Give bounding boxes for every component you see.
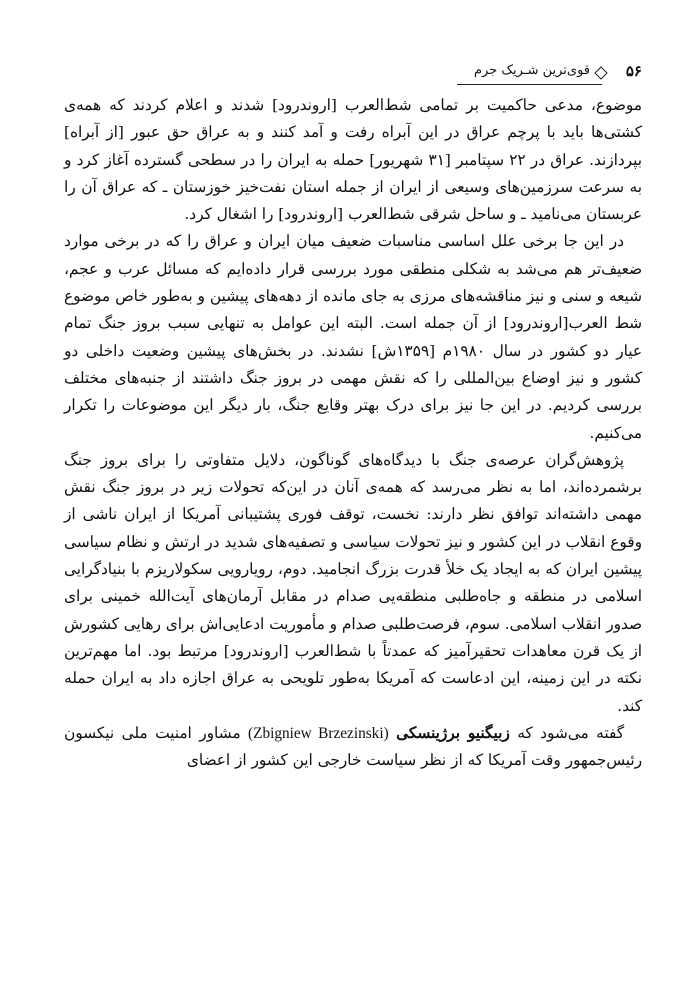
paragraph: در این جا برخی علل اساسی مناسبات ضعیف میان ایران و عراق را که در برخی موارد ضعیف‌تر هم می‌شد به شکلی منطقی مورد بررسی قرار داده‌ایم که مسائل عرب و عجم، شیعه و سنی و نیز مناقشه‌های مرزی به جای مانده از دهه‌های پیشین و به‌طور خاص موضوع شط العرب[اروندرود] از آن جمله است. البته این عوامل به تنهایی سبب بروز جنگ تمام عیار دو کشور در سال ۱۹۸۰م [۱۳۵۹ش] نشدند. در بخش‌های پیشین وضعیت داخلی دو کشور و نیز اوضاع بین‌المللی را که نقش مهمی در بروز جنگ داشتند از جنبه‌های مختلف بررسی کردیم. در این جا نیز برای درک بهتر وقایع جنگ، بار دیگر این موضوعات را تکرار می‌کنیم. xyxy=(64,232,642,442)
bold-person-name: زبیگنیو برژینسکی xyxy=(396,723,510,742)
paragraph: پژوهش‌گران عرصه‌ی جنگ با دیدگاه‌های گوناگون، دلایل متفاوتی را برای بروز جنگ برشمرده‌اند، اما به نظر می‌رسد که همه‌ی آنان در این‌که تحولات زیر در بروز جنگ نقش مهمی داشته‌اند توافق نظر دارند: نخست، توقف فوری پشتیبانی آمریکا از ایران ناشی از وقوع انقلاب در این کشور و نیز تحولات سیاسی و تصفیه‌های شدید در ارتش و نظام سیاسی پیشین ایران که به ایجاد یک خلأ قدرت بزرگ انجامید. دوم، رویارویی سکولاریزم با بنیادگرایی اسلامی در منطقه و جاه‌طلبی منطقه‌یی صدام در مقابل آرمان‌های آیت‌الله خمینی برای صدور انقلاب اسلامی. سوم، فرصت‌طلبی صدام و مأموریت ادعایی‌اش برای رهایی کشورش از یک قرن معاهدات تحقیرآمیز که عمدتاً با شط‌العرب [اروندرود] مرتبط بود. اما مهم‌ترین نکته در این زمینه، این ادعاست که آمریکا به‌طور تلویحی به عراق اجازه داد به ایران حمله کند. xyxy=(63,450,642,715)
page-number: ۵۶ xyxy=(625,62,642,80)
latin-person-name: (Zbigniew Brzezinski) xyxy=(248,724,389,742)
paragraph-lead-text: گفته می‌شود که xyxy=(509,723,624,742)
header-rule xyxy=(457,84,602,85)
diamond-icon xyxy=(594,66,608,80)
body-text xyxy=(64,92,642,774)
paragraph-tail-text: مشاور امنیت ملی نیکسون رئیس‌جمهور وقت آمریکا که از نظر سیاست خارجی این کشور از اعضای xyxy=(64,723,642,770)
paragraph xyxy=(64,720,642,775)
paragraph-continued: موضوع، مدعی حاکمیت بر تمامی شط‌العرب [اروندرود] شدند و اعلام کردند که همه‌ی کشتی‌ها باید با پرچم عراق در این آبراه رفت و آمد کنند و به عراق حق عبور [از آبراه] بپردازند. عراق در ۲۲ سپتامبر [۳۱ شهریور] حمله به ایران را در سطحی گسترده آغاز کرد و به سرعت سرزمین‌های وسیعی از ایران از جمله استان نفت‌خیز خوزستان ـ که عراق آن را عربستان می‌نامید ـ و ساحل شرقی شط‌العرب [اروندرود] را اشغال کرد. xyxy=(64,96,643,224)
running-title: قوی‌ترین شـریک جرم xyxy=(473,63,590,78)
running-header xyxy=(64,60,642,88)
